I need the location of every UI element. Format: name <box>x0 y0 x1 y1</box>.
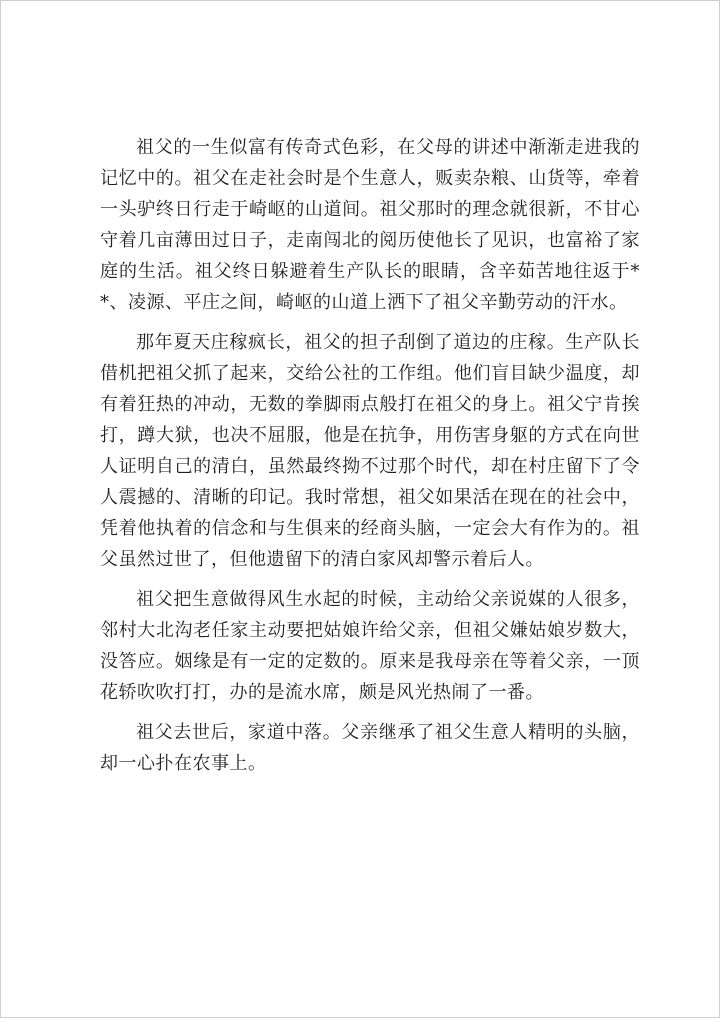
document-body <box>100 132 640 779</box>
paragraph-1: 祖父的一生似富有传奇式色彩，在父母的讲述中渐渐走进我的记忆中的。祖父在走社会时是个生意人，贩卖杂粮、山货等，牵着一头驴终日行走于崎岖的山道间。祖父那时的理念就很新，不甘心守着几亩薄田过日子，走南闯北的阅历使他长了见识，也富裕了家庭的生活。祖父终日躲避着生产队长的眼睛，含辛茹苦地往返于**、凌源、平庄之间，崎岖的山道上洒下了祖父辛勤劳动的汗水。 <box>100 137 640 313</box>
paragraph-2: 那年夏天庄稼疯长，祖父的担子刮倒了道边的庄稼。生产队长借机把祖父抓了起来，交给公社的工作组。他们盲目缺少温度，却有着狂热的冲动，无数的拳脚雨点般打在祖父的身上。祖父宁肯挨打，蹲大狱，也决不屈服，他是在抗争，用伤害身躯的方式在向世人证明自己的清白，虽然最终拗不过那个时代，却在村庄留下了令人震撼的、清晰的印记。我时常想，祖父如果活在现在的社会中，凭着他执着的信念和与生俱来的经商头脑，一定会大有作为的。祖父虽然过世了，但他遗留下的清白家风却警示着后人。 <box>100 332 640 570</box>
paragraph-3: 祖父把生意做得风生水起的时候，主动给父亲说媒的人很多，邻村大北沟老任家主动要把姑娘许给父亲，但祖父嫌姑娘岁数大，没答应。姻缘是有一定的定数的。原来是我母亲在等着父亲，一顶花轿吹吹打打，办的是流水席，颇是风光热闹了一番。 <box>100 589 640 703</box>
paragraph-4: 祖父去世后，家道中落。父亲继承了祖父生意人精明的头脑，却一心扑在农事上。 <box>100 722 640 774</box>
